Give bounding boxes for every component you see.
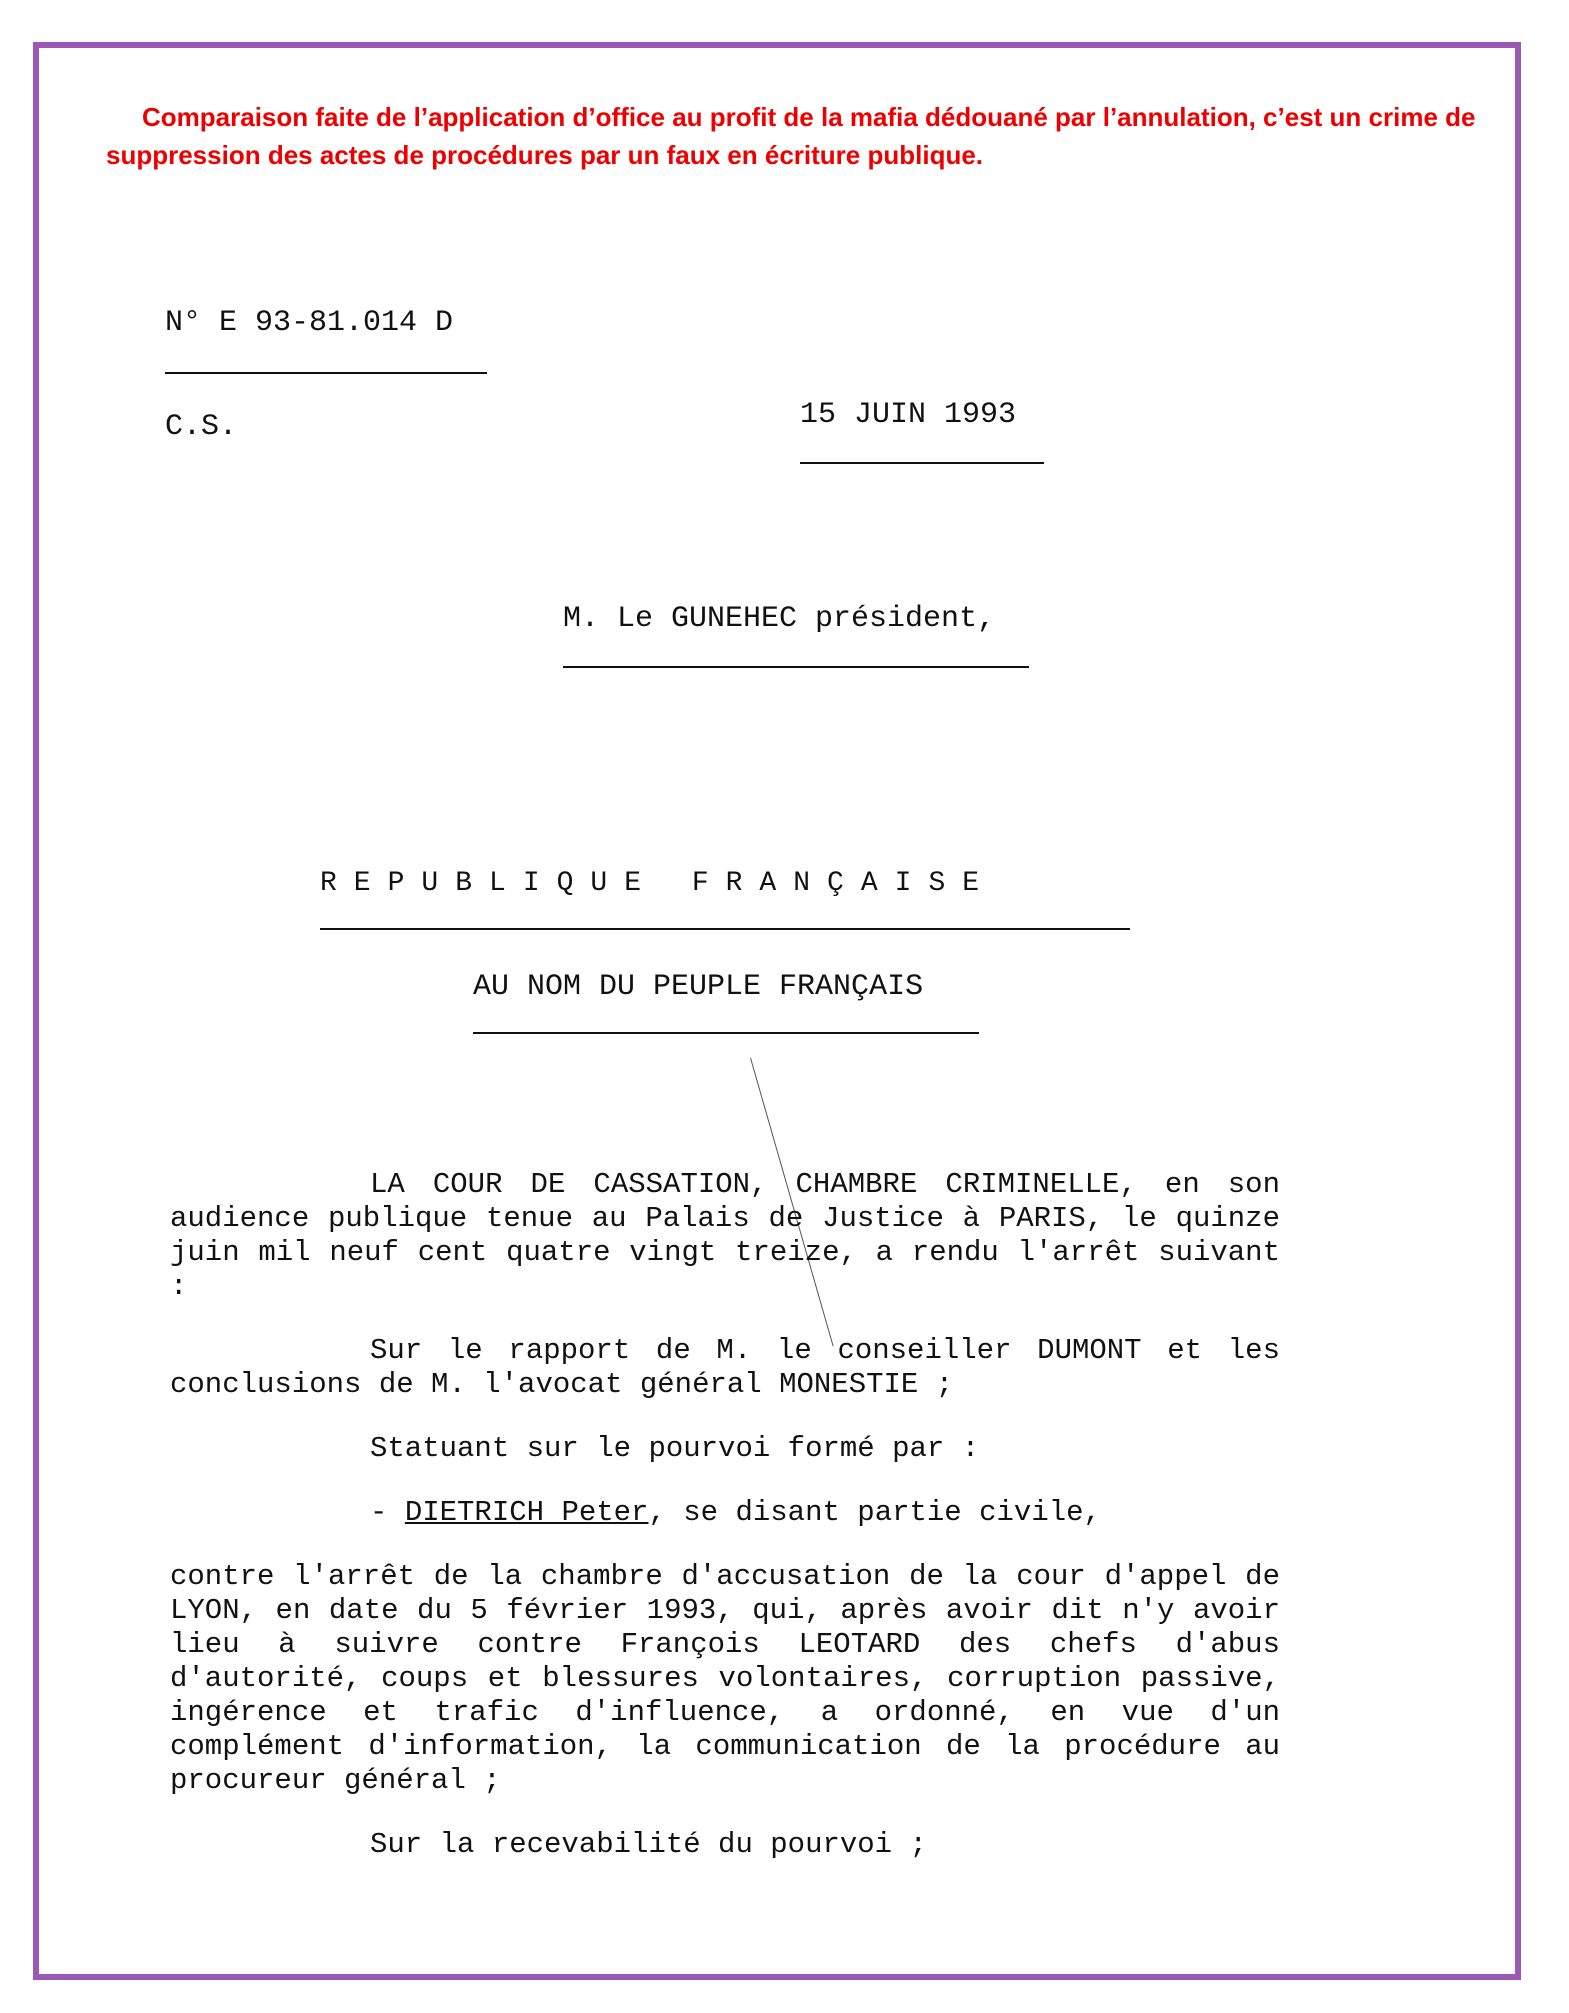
case-number: N° E 93-81.014 D <box>165 306 454 340</box>
paragraph-report: Sur le rapport de M. le conseiller DUMONT et les conclusions de M. l'avocat général MONESTIE ; <box>170 1334 1280 1401</box>
case-number-underline <box>165 372 487 374</box>
paragraph-contre: contre l'arrêt de la chambre d'accusation de la cour d'appel de LYON, en date du 5 février 1993, qui, après avoir dit n'y avoir lieu à suivre contre François LEOTARD des chefs d'abus d'autorité, coups et blessures volontaires, corruption passive, ingérence et trafic d'influence, a ordonné, en vue d'un complément d'information, la communication de la procédure au procureur général ; <box>170 1560 1280 1797</box>
people-underline <box>473 1032 979 1034</box>
judgment-body <box>170 1168 1280 1862</box>
people-heading: AU NOM DU PEUPLE FRANÇAIS <box>473 970 924 1004</box>
party-name: DIETRICH Peter <box>404 1496 649 1529</box>
paragraph-party <box>170 1496 1280 1530</box>
party-role: , se disant partie civile, <box>648 1496 1101 1529</box>
president-line: M. Le GUNEHEC président, <box>563 602 996 636</box>
president-underline <box>563 666 1029 668</box>
party-dash: - <box>370 1496 405 1529</box>
republic-heading: REPUBLIQUE FRANÇAISE <box>320 868 997 899</box>
paragraph-court: LA COUR DE CASSATION, CHAMBRE CRIMINELLE, en son audience publique tenue au Palais de Justice à PARIS, le quinze juin mil neuf cent quatre vingt treize, a rendu l'arrêt suivant : <box>170 1168 1280 1303</box>
paragraph-statuant: Statuant sur le pourvoi formé par : <box>370 1432 980 1465</box>
republic-underline <box>320 928 1130 930</box>
annotation-text: Comparaison faite de l’application d’office au profit de la mafia dédouané par l’annulation, c’est un crime de suppression des actes de procédures par un faux en écriture publique. <box>106 102 1476 170</box>
section-label: C.S. <box>165 410 238 444</box>
paragraph-recevabilite: Sur la recevabilité du pourvoi ; <box>370 1828 927 1861</box>
decision-date: 15 JUIN 1993 <box>800 398 1017 432</box>
date-underline <box>800 462 1044 464</box>
red-annotation <box>106 98 1506 174</box>
